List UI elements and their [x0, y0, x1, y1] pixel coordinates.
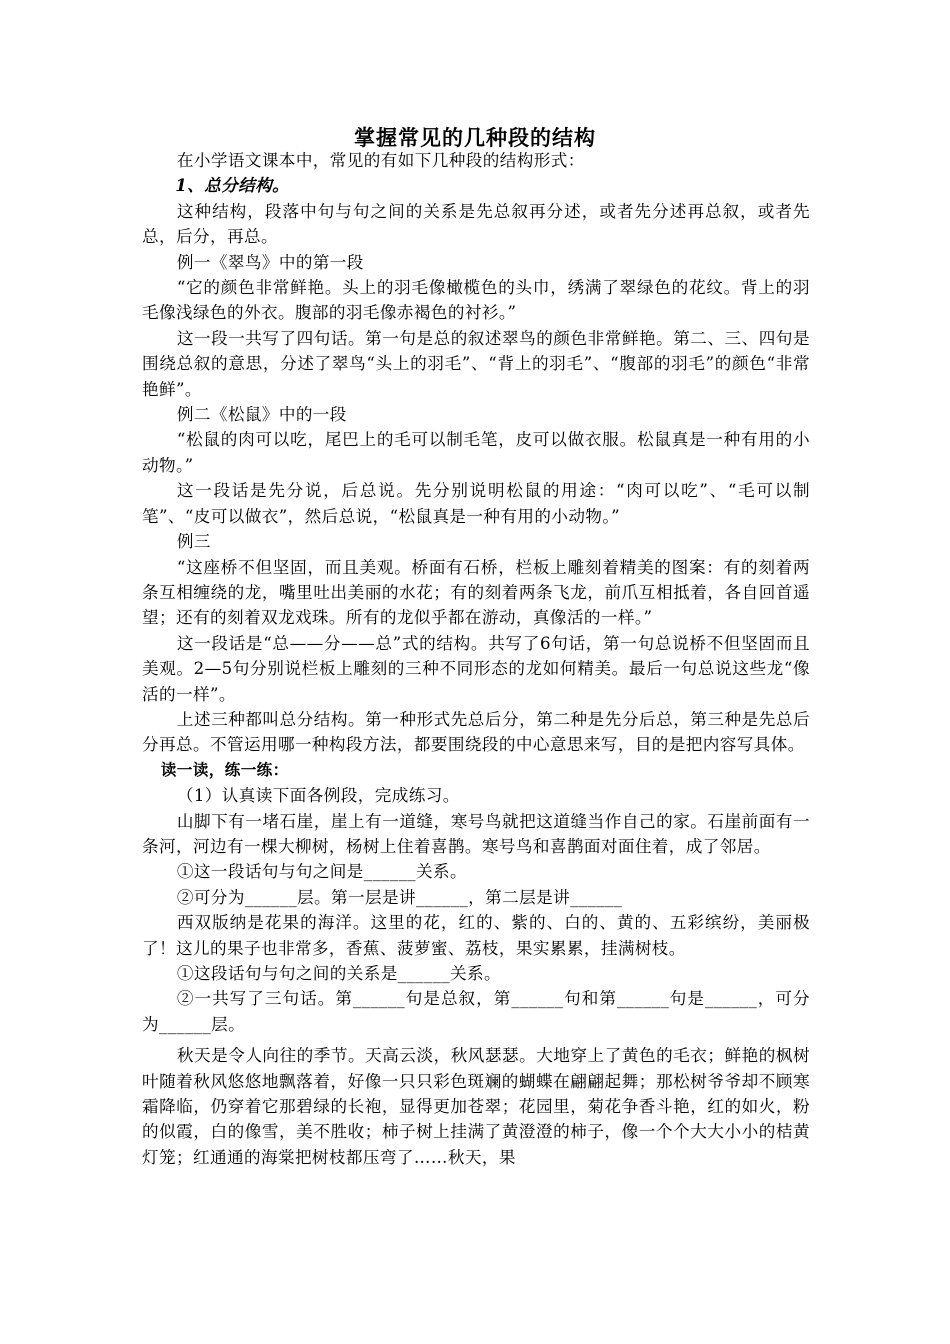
exercise-question: ①这一段话句与句之间是______关系。: [176, 862, 467, 882]
exercise-passage: 山脚下有一堵石崖，崖上有一道缝，寒号鸟就把这道缝当作自己的家。石崖前面有一条河，河边有一棵大柳树，杨树上住着喜鹊。寒号鸟和喜鹊面对面住着，成了邻居。: [142, 811, 810, 856]
exercise-question: ②一共写了三句话。第______句是总叙，第______句和第______句是______，可分为______层。: [142, 989, 810, 1034]
paragraph: 这一段话是先分说，后总说。先分别说明松鼠的用途：“肉可以吃”、“毛可以制笔”、“皮可以做衣”，然后总说，“松鼠真是一种有用的小动物。”: [142, 481, 810, 526]
exercise-question: ②可分为______层。第一层是讲______，第二层是讲______: [176, 887, 623, 907]
section-heading: 1、总分结构。: [175, 175, 290, 196]
paragraph: 这种结构，段落中句与句之间的关系是先总叙再分述，或者先分述再总叙，或者先总，后分，再总。: [142, 201, 810, 247]
exercise-passage: 西双版纳是花果的海洋。这里的花，红的、紫的、白的、黄的、五彩缤纷，美丽极了！这儿的果子也非常多，香蕉、菠萝蜜、荔枝，果实累累，挂满树枝。: [142, 913, 810, 958]
exercise-question: ①这段话句与句之间的关系是______关系。: [176, 964, 501, 983]
paragraph: 这一段一共写了四句话。第一句是总的叙述翠鸟的颜色非常鲜艳。第二、三、四句是围绕总叙的意思，分述了翠鸟“头上的羽毛”、“背上的羽毛”、“腹部的羽毛”的颜色“非常艳鲜”。: [142, 328, 810, 399]
example-quote: “松鼠的肉可以吃，尾巴上的毛可以制毛笔，皮可以做衣服。松鼠真是一种有用的小动物。”: [142, 430, 810, 475]
example-label: 例二《松鼠》中的一段: [176, 405, 347, 425]
example-label: 例三: [176, 532, 211, 552]
exercise-passage: 秋天是令人向往的季节。天高云淡，秋风瑟瑟。大地穿上了黄色的毛衣；鲜艳的枫树叶随着秋风悠悠地飘落着，好像一只只彩色斑斓的蝴蝶在翩翩起舞；那松树爷爷却不顾寒霜降临，仍穿着它那碧绿的长袍，显得更加苍翠；花园里，菊花争香斗艳，红的如火，粉的似霞，白的像雪，美不胜收；柿子树上挂满了黄澄澄的柿子，像一个个大大小小的桔黄灯笼；红通通的海棠把树枝都压弯了……秋天，果: [142, 1046, 810, 1167]
exercise-instruction: （1）认真读下面各例段，完成练习。: [176, 786, 460, 806]
document-title: 掌握常见的几种段的结构: [354, 126, 596, 150]
exercise-heading: 读一读，练一练：: [160, 760, 289, 779]
intro-paragraph: 在小学语文课本中，常见的有如下几种段的结构形式：: [176, 151, 585, 170]
example-quote: “这座桥不但坚固，而且美观。桥面有石桥，栏板上雕刻着精美的图案：有的刻着两条互相缠绕的龙，嘴里吐出美丽的水花；有的刻着两条飞龙，前爪互相抵着，各自回首遥望；还有的刻着双龙戏珠。所有的龙似乎都在游动，真像活的一样。”: [142, 557, 810, 628]
paragraph: 上述三种都叫总分结构。第一种形式先总后分，第二种是先分后总，第三种是先总后分再总。不管运用哪一种构段方法，都要围绕段的中心意思来写，目的是把内容写具体。: [142, 709, 810, 755]
paragraph: 这一段话是“总——分——总”式的结构。共写了6句话，第一句总说桥不但坚固而且美观。2—5句分别说栏板上雕刻的三种不同形态的龙如何精美。最后一句总说这些龙“像活的一样”。: [142, 633, 810, 704]
document-body: [142, 148, 810, 1170]
example-label: 例一《翠鸟》中的第一段: [176, 252, 364, 272]
example-quote: “它的颜色非常鲜艳。头上的羽毛像橄榄色的头巾，绣满了翠绿色的花纹。背上的羽毛像浅绿色的外衣。腹部的羽毛像赤褐色的衬衫。”: [142, 278, 810, 323]
